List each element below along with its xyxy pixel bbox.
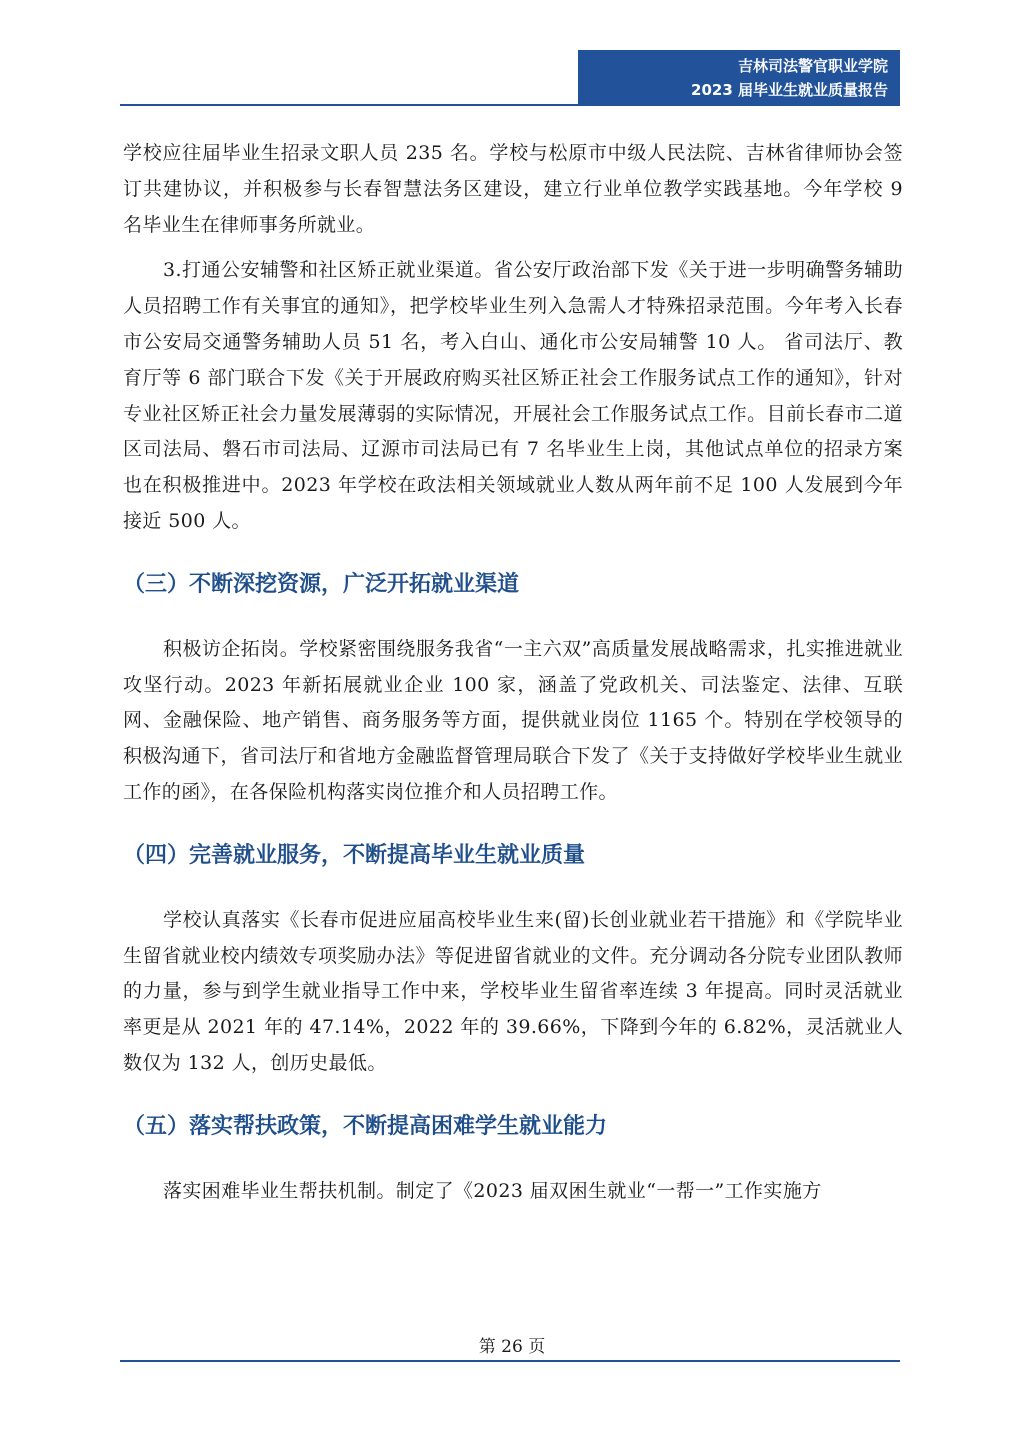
section-heading-4: （四）完善就业服务，不断提高毕业生就业质量 (123, 842, 586, 868)
header-divider (120, 104, 900, 106)
header-school-name: 吉林司法警官职业学院 (737, 57, 888, 75)
report-header-box (578, 50, 900, 106)
page-body (123, 136, 903, 1210)
paragraph-assistance-policy: 落实困难毕业生帮扶机制。制定了《2023 届双困生就业“一帮一”工作实施方 (163, 1179, 822, 1202)
section-heading-5: （五）落实帮扶政策，不断提高困难学生就业能力 (123, 1113, 608, 1139)
paragraph-police-community-channels: 3.打通公安辅警和社区矫正就业渠道。省公安厅政治部下发《关于进一步明确警务辅助人员招聘工作有关事宜的通知》，把学校毕业生列入急需人才特殊招录范围。今年考入长春市公安局交通警务辅助人员 51 名，考入白山、通化市公安局辅警 10 人。 省司法厅、教育厅等 6 部门联合下发《关于开展政府购买社区矫正社会工作服务试点工作的通知》，针对专业社区矫正社会力量发展薄弱的实际情况，开展社会工作服务试点工作。目前长春市二道区司法局、磐石市司法局、辽源市司法局已有 7 名毕业生上岗，其他试点单位的招录方案也在积极推进中。2023 年学校在政法相关领域就业人数从两年前不足 100 人发展到今年接近 500 人。 (123, 259, 903, 532)
footer-divider (120, 1360, 900, 1362)
paragraph-continuation: 学校应往届毕业生招录文职人员 235 名。学校与松原市中级人民法院、吉林省律师协会签订共建协议，并积极参与长春智慧法务区建设，建立行业单位教学实践基地。今年学校 9 名毕业生在律师事务所就业。 (123, 142, 903, 236)
paragraph-expand-channels: 积极访企拓岗。学校紧密围绕服务我省“一主六双”高质量发展战略需求，扎实推进就业攻坚行动。2023 年新拓展就业企业 100 家，涵盖了党政机关、司法鉴定、法律、互联网、金融保险、地产销售、商务服务等方面，提供就业岗位 1165 个。特别在学校领导的积极沟通下，省司法厅和省地方金融监督管理局联合下发了《关于支持做好学校毕业生就业工作的函》，在各保险机构落实岗位推介和人员招聘工作。 (123, 637, 903, 803)
header-report-title: 2023 届毕业生就业质量报告 (691, 81, 888, 99)
section-heading-3: （三）不断深挖资源，广泛开拓就业渠道 (123, 571, 520, 597)
paragraph-employment-services: 学校认真落实《长春市促进应届高校毕业生来(留)长创业就业若干措施》和《学院毕业生留省就业校内绩效专项奖励办法》等促进留省就业的文件。充分调动各分院专业团队教师的力量，参与到学生就业指导工作中来，学校毕业生留省率连续 3 年提高。同时灵活就业率更是从 2021 年的 47.14%，2022 年的 39.66%，下降到今年的 6.82%，灵活就业人数仅为 132 人，创历史最低。 (123, 908, 903, 1074)
page-number: 第 26 页 (478, 1337, 546, 1357)
